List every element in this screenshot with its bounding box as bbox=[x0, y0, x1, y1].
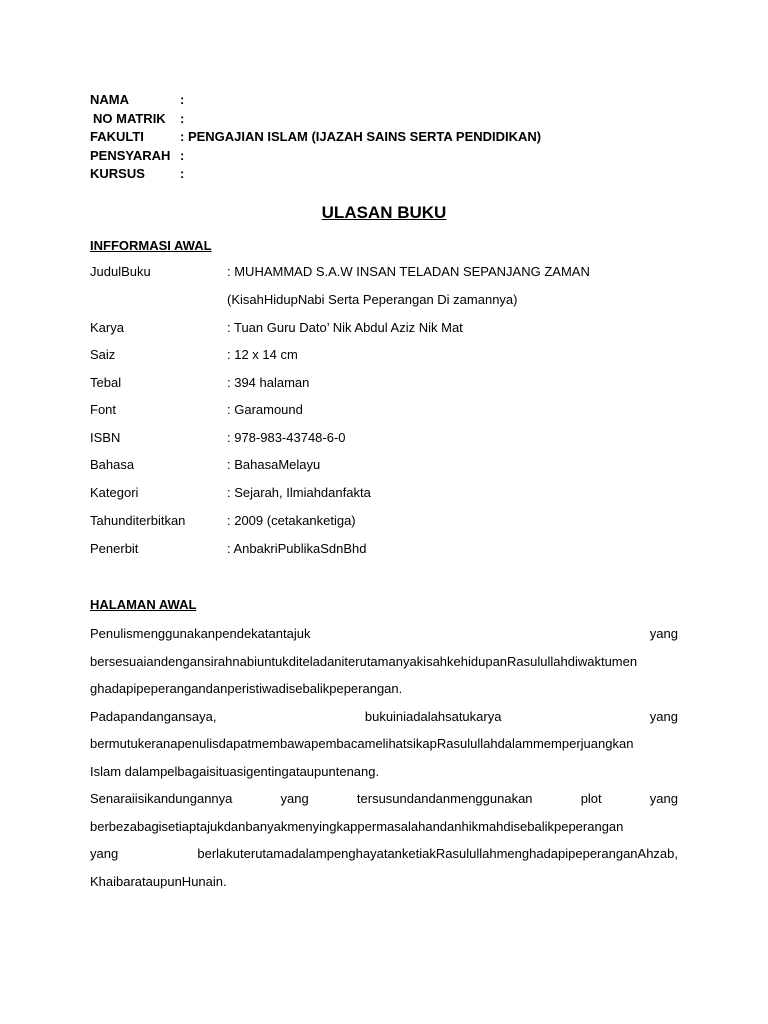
info-key: Tebal bbox=[90, 375, 122, 390]
header-value: : bbox=[180, 92, 185, 107]
info-key: Kategori bbox=[90, 485, 139, 500]
info-key: Bahasa bbox=[90, 457, 135, 472]
info-value: : 12 x 14 cm bbox=[227, 347, 298, 362]
header-row-pensyarah bbox=[90, 147, 541, 166]
header-value: : bbox=[180, 166, 185, 181]
header-row-nama bbox=[90, 91, 541, 110]
body-line: Penulismenggunakanpendekatantajuk yang bbox=[90, 626, 678, 641]
body-line: Islam dalampelbagaisituasigentingataupuntenang. bbox=[90, 763, 380, 779]
info-value: : Tuan Guru Dato’ Nik Abdul Aziz Nik Mat bbox=[227, 320, 463, 335]
header-label: FAKULTI bbox=[90, 129, 144, 144]
header-value: : bbox=[180, 147, 185, 163]
info-key: Font bbox=[90, 402, 117, 417]
header-row-no-matrik bbox=[90, 110, 541, 129]
info-value: : 978-983-43748-6-0 bbox=[227, 430, 346, 445]
info-key: JudulBuku bbox=[90, 264, 151, 279]
info-value: : AnbakriPublikaSdnBhd bbox=[227, 541, 367, 556]
info-value: : MUHAMMAD S.A.W INSAN TELADAN SEPANJANG ZAMAN bbox=[227, 264, 590, 279]
document-title: ULASAN BUKU bbox=[321, 203, 447, 222]
info-value: : BahasaMelayu bbox=[227, 457, 321, 472]
header-label: PENSYARAH bbox=[90, 147, 171, 163]
body-line: bermutukeranapenulisdapatmembawapembacamelihatsikapRasulullahdalammemperjuangkan bbox=[90, 736, 634, 751]
body-line: bersesuaiandengansirahnabiuntukditeladaniterutamanyakisahkehidupanRasulullahdiwaktumen bbox=[90, 653, 638, 669]
review-body bbox=[90, 620, 678, 895]
info-key: Saiz bbox=[90, 347, 116, 362]
header-row-fakulti bbox=[90, 128, 541, 147]
info-key: Karya bbox=[90, 320, 124, 335]
section-heading-halaman-awal: HALAMAN AWAL bbox=[90, 597, 197, 612]
header-label: NO MATRIK bbox=[93, 110, 166, 126]
body-line: Padapandangansaya, bukuiniadalahsatukarya yang bbox=[90, 708, 678, 724]
info-value: : 394 halaman bbox=[227, 375, 310, 390]
body-line: berbezabagisetiaptajukdanbanyakmenyingkappermasalahandanhikmahdisebalikpeperangan bbox=[90, 818, 624, 834]
section-heading-informasi-awal: INFFORMASI AWAL bbox=[90, 238, 212, 253]
header-value: : PENGAJIAN ISLAM (IJAZAH SAINS SERTA PENDIDIKAN) bbox=[180, 129, 542, 144]
info-key: Tahunditerbitkan bbox=[90, 513, 186, 528]
header-label: KURSUS bbox=[90, 166, 145, 181]
header-value: : bbox=[180, 110, 185, 126]
header-label: NAMA bbox=[90, 92, 129, 107]
info-key: ISBN bbox=[90, 430, 121, 445]
info-key: Penerbit bbox=[90, 541, 139, 556]
body-line: ghadapipeperangandanperistiwadisebalikpeperangan. bbox=[90, 681, 403, 696]
info-value: : 2009 (cetakanketiga) bbox=[227, 513, 356, 528]
info-value: : Garamound bbox=[227, 402, 303, 417]
body-line: KhaibarataupunHunain. bbox=[90, 873, 227, 889]
student-info-header bbox=[90, 91, 541, 184]
header-row-kursus bbox=[90, 165, 541, 184]
info-value: (KisahHidupNabi Serta Peperangan Di zamannya) bbox=[227, 292, 518, 307]
body-line: Senaraiisikandungannya yang tersusundandanmenggunakan plot yang bbox=[90, 791, 678, 806]
info-value: : Sejarah, Ilmiahdanfakta bbox=[227, 485, 371, 500]
body-line: yang berlakuterutamadalampenghayatanketiakRasulullahmenghadapipeperanganAhzab, bbox=[90, 846, 678, 861]
